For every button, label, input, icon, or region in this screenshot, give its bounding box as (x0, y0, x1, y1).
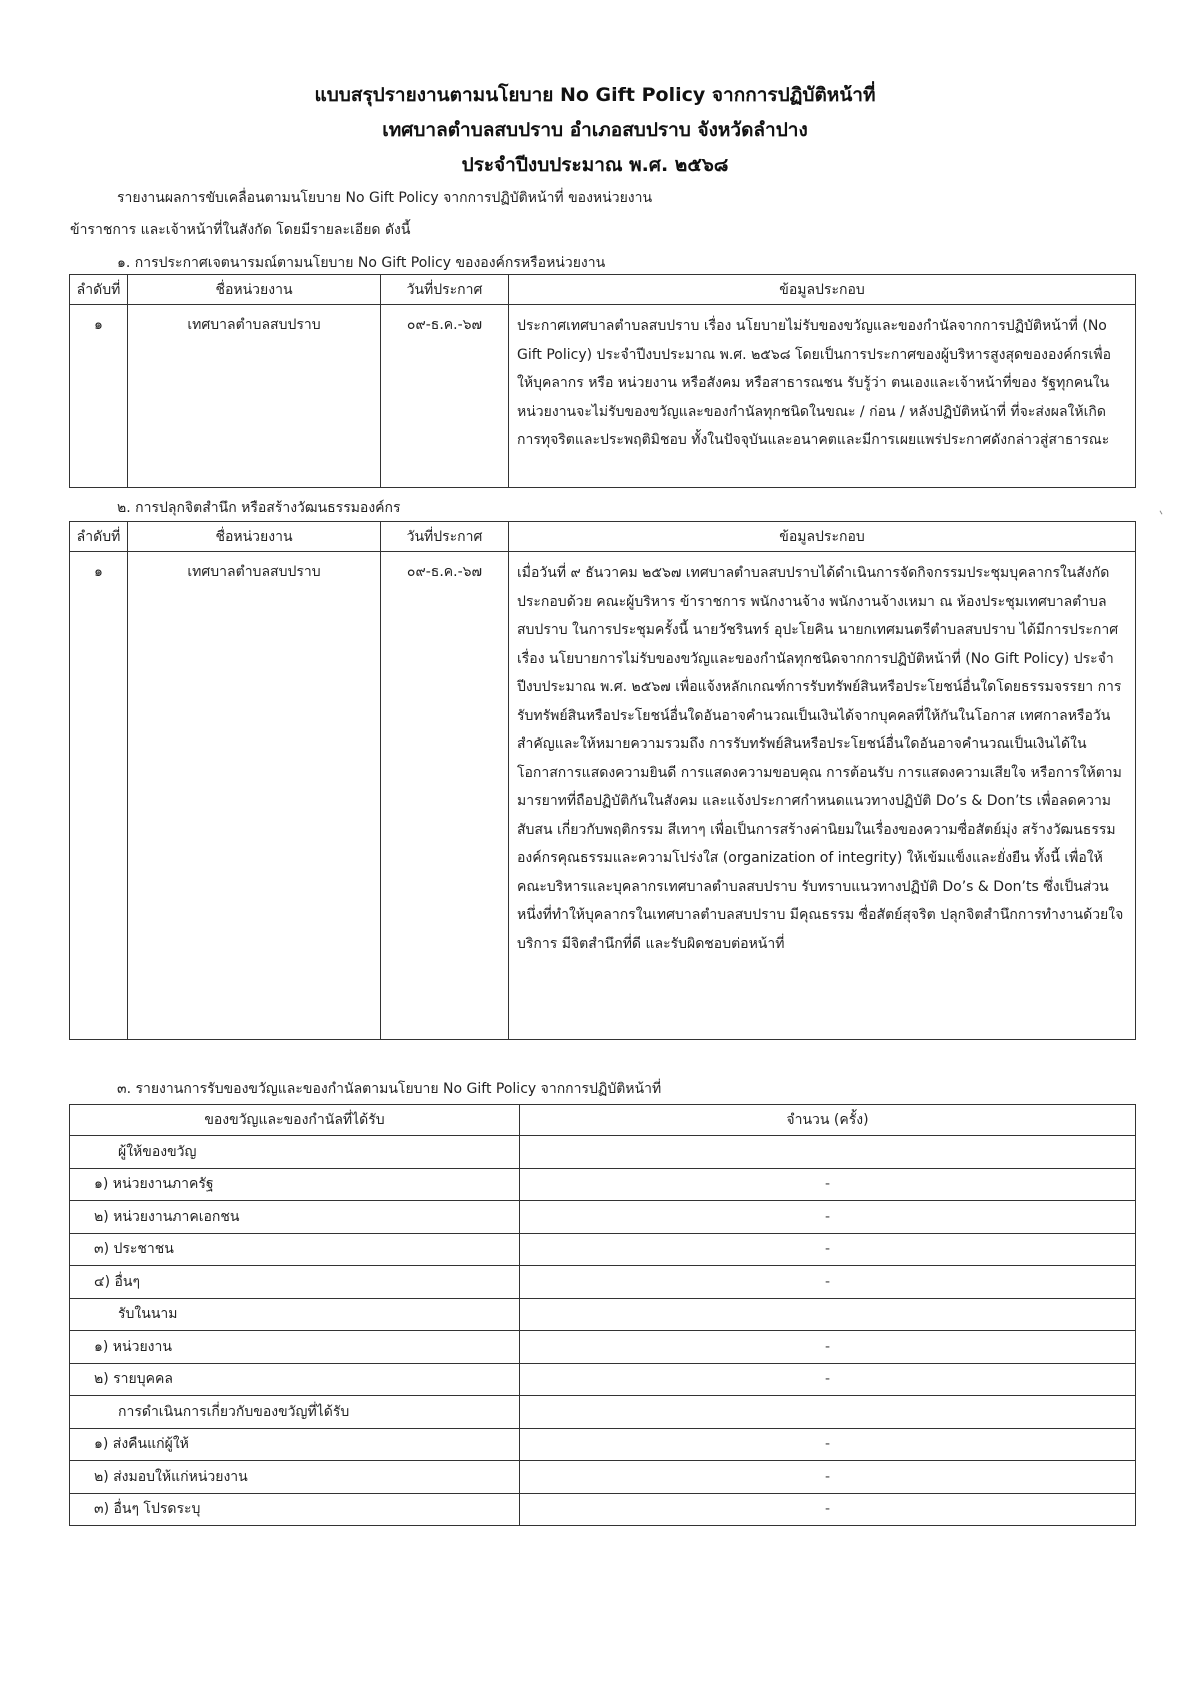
table-row (70, 1136, 1136, 1169)
section-3-heading: ๓. รายงานการรับของขวัญและของกำนัลตามนโยบาย No Gift Policy จากการปฏิบัติหน้าที่ (117, 1081, 662, 1097)
table-header-row (70, 275, 1136, 305)
item-label-cell: ๒) ส่งมอบให้แก่หน่วยงาน (70, 1461, 520, 1494)
item-label-cell: ๒) หน่วยงานภาคเอกชน (70, 1201, 520, 1234)
header-date: วันที่ประกาศ (381, 275, 509, 305)
order-cell: ๑ (70, 552, 128, 1040)
table-row (70, 1298, 1136, 1331)
detail-cell: ประกาศเทศบาลตำบลสบปราบ เรื่อง นโยบายไม่รับของขวัญและของกำนัลจากการปฏิบัติหน้าที่ (No Gift Policy) ประจำปีงบประมาณ พ.ศ. ๒๕๖๘ โดยเป็นการประกาศของผู้บริหารสูงสุดขององค์กรเพื่อให้บุคลากร หรือ หน่วยงาน หรือสังคม หรือสาธารณชน รับรู้ว่า ตนเองและเจ้าหน้าที่ของ รัฐทุกคนในหน่วยงานจะไม่รับของขวัญและของกำนัลทุกชนิดในขณะ / ก่อน / หลังปฏิบัติหน้าที่ ที่จะส่งผลให้เกิดการทุจริตและประพฤติมิชอบ ทั้งในปัจจุบันและอนาคตและมีการเผยแพร่ประกาศดังกล่าวสู่สาธารณะ (509, 305, 1136, 488)
section-2-table (69, 521, 1136, 1040)
count-cell (520, 1396, 1136, 1429)
section-2-heading: ๒. การปลุกจิตสำนึก หรือสร้างวัฒนธรรมองค์กร (117, 500, 401, 516)
table-row (70, 1461, 1136, 1494)
table-row (70, 1331, 1136, 1364)
header-count: จำนวน (ครั้ง) (520, 1105, 1136, 1136)
item-label-cell: ๓) อื่นๆ โปรดระบุ (70, 1493, 520, 1526)
item-label-cell: ๑) หน่วยงาน (70, 1331, 520, 1364)
count-cell: - (520, 1331, 1136, 1364)
date-cell: ๐๙-ธ.ค.-๖๗ (381, 552, 509, 1040)
item-label-cell: ๒) รายบุคคล (70, 1363, 520, 1396)
count-cell: - (520, 1493, 1136, 1526)
item-label-cell: ๔) อื่นๆ (70, 1266, 520, 1299)
agency-cell: เทศบาลตำบลสบปราบ (128, 552, 381, 1040)
group-label-cell: การดำเนินการเกี่ยวกับของขวัญที่ได้รับ (70, 1396, 520, 1429)
section-1-heading: ๑. การประกาศเจตนารมณ์ตามนโยบาย No Gift Policy ขององค์กรหรือหน่วยงาน (117, 255, 606, 271)
count-cell: - (520, 1266, 1136, 1299)
group-label-cell: ผู้ให้ของขวัญ (70, 1136, 520, 1169)
count-cell: - (520, 1233, 1136, 1266)
item-label-cell: ๑) ส่งคืนแก่ผู้ให้ (70, 1428, 520, 1461)
item-label-cell: ๑) หน่วยงานภาครัฐ (70, 1168, 520, 1201)
section-3-table (69, 1104, 1136, 1526)
date-cell: ๐๙-ธ.ค.-๖๗ (381, 305, 509, 488)
count-cell: - (520, 1201, 1136, 1234)
count-cell: - (520, 1363, 1136, 1396)
organization-title: เทศบาลตำบลสบปราบ อำเภอสบปราบ จังหวัดลำปาง (382, 119, 808, 141)
table-row (70, 552, 1136, 1040)
header-agency: ชื่อหน่วยงาน (128, 522, 381, 552)
table-row (70, 1266, 1136, 1299)
count-cell (520, 1298, 1136, 1331)
header-agency: ชื่อหน่วยงาน (128, 275, 381, 305)
table-row (70, 1396, 1136, 1429)
table-row (70, 305, 1136, 488)
count-cell: - (520, 1168, 1136, 1201)
count-cell: - (520, 1461, 1136, 1494)
table-row (70, 1363, 1136, 1396)
fiscal-year-title: ประจำปีงบประมาณ พ.ศ. ๒๕๖๘ (461, 154, 729, 176)
count-cell (520, 1136, 1136, 1169)
order-cell: ๑ (70, 305, 128, 488)
detail-cell: เมื่อวันที่ ๙ ธันวาคม ๒๕๖๗ เทศบาลตำบลสบปราบได้ดำเนินการจัดกิจกรรมประชุมบุคลากรในสังกัด ประกอบด้วย คณะผู้บริหาร ข้าราชการ พนักงานจ้าง พนักงานจ้างเหมา ณ ห้องประชุมเทศบาลตำบลสบปราบ ในการประชุมครั้งนี้ นายวัชรินทร์ อุปะโยคิน นายกเทศมนตรีตำบลสบปราบ ได้มีการประกาศ เรื่อง นโยบายการไม่รับของขวัญและของกำนัลทุกชนิดจากการปฏิบัติหน้าที่ (No Gift Policy) ประจำปีงบประมาณ พ.ศ. ๒๕๖๗ เพื่อแจ้งหลักเกณฑ์การรับทรัพย์สินหรือประโยชน์อื่นใดโดยธรรมจรรยา การรับทรัพย์สินหรือประโยชน์อื่นใดอันอาจคำนวณเป็นเงินได้จากบุคคลที่ให้กันในโอกาส เทศกาลหรือวันสำคัญและให้หมายความรวมถึง การรับทรัพย์สินหรือประโยชน์อื่นใดอันอาจคำนวณเป็นเงินได้ในโอกาสการแสดงความยินดี การแสดงความขอบคุณ การต้อนรับ การแสดงความเสียใจ หรือการให้ตามมารยาทที่ถือปฏิบัติกันในสังคม และแจ้งประกาศกำหนดแนวทางปฏิบัติ Do’s & Don’ts เพื่อลดความสับสน เกี่ยวกับพฤติกรรม สีเทาๆ เพื่อเป็นการสร้างค่านิยมในเรื่องของความซื่อสัตย์มุ่ง สร้างวัฒนธรรมองค์กรคุณธรรมและความโปร่งใส (organization of integrity) ให้เข้มแข็งและยั่งยืน ทั้งนี้ เพื่อให้คณะบริหารและบุคลากรเทศบาลตำบลสบปราบ รับทราบแนวทางปฏิบัติ Do’s & Don’ts ซึ่งเป็นส่วนหนึ่งที่ทำให้บุคลากรในเทศบาลตำบลสบปราบ มีคุณธรรม ซื่อสัตย์สุจริต ปลุกจิตสำนึกการทำงานด้วยใจบริการ มีจิตสำนึกที่ดี และรับผิดชอบต่อหน้าที่ (509, 552, 1136, 1040)
intro-line-2: ข้าราชการ และเจ้าหน้าที่ในสังกัด โดยมีรายละเอียด ดังนี้ (70, 222, 411, 238)
table-row (70, 1233, 1136, 1266)
header-order: ลำดับที่ (70, 522, 128, 552)
gift-rows (70, 1136, 1136, 1526)
header-date: วันที่ประกาศ (381, 522, 509, 552)
table-row (70, 1493, 1136, 1526)
document-title: แบบสรุปรายงานตามนโยบาย No Gift Policy จากการปฏิบัติหน้าที่ (314, 84, 876, 106)
section-1-table (69, 274, 1136, 488)
table-row (70, 1428, 1136, 1461)
table-row (70, 1168, 1136, 1201)
header-detail: ข้อมูลประกอบ (509, 522, 1136, 552)
group-label-cell: รับในนาม (70, 1298, 520, 1331)
header-order: ลำดับที่ (70, 275, 128, 305)
header-detail: ข้อมูลประกอบ (509, 275, 1136, 305)
count-cell: - (520, 1428, 1136, 1461)
table-row (70, 1201, 1136, 1234)
header-gift-item: ของขวัญและของกำนัลที่ได้รับ (70, 1105, 520, 1136)
intro-line-1: รายงานผลการขับเคลื่อนตามนโยบาย No Gift Policy จากการปฏิบัติหน้าที่ ของหน่วยงาน (117, 190, 653, 206)
table-header-row (70, 522, 1136, 552)
scan-mark (1160, 511, 1163, 515)
item-label-cell: ๓) ประชาชน (70, 1233, 520, 1266)
agency-cell: เทศบาลตำบลสบปราบ (128, 305, 381, 488)
table-header-row (70, 1105, 1136, 1136)
